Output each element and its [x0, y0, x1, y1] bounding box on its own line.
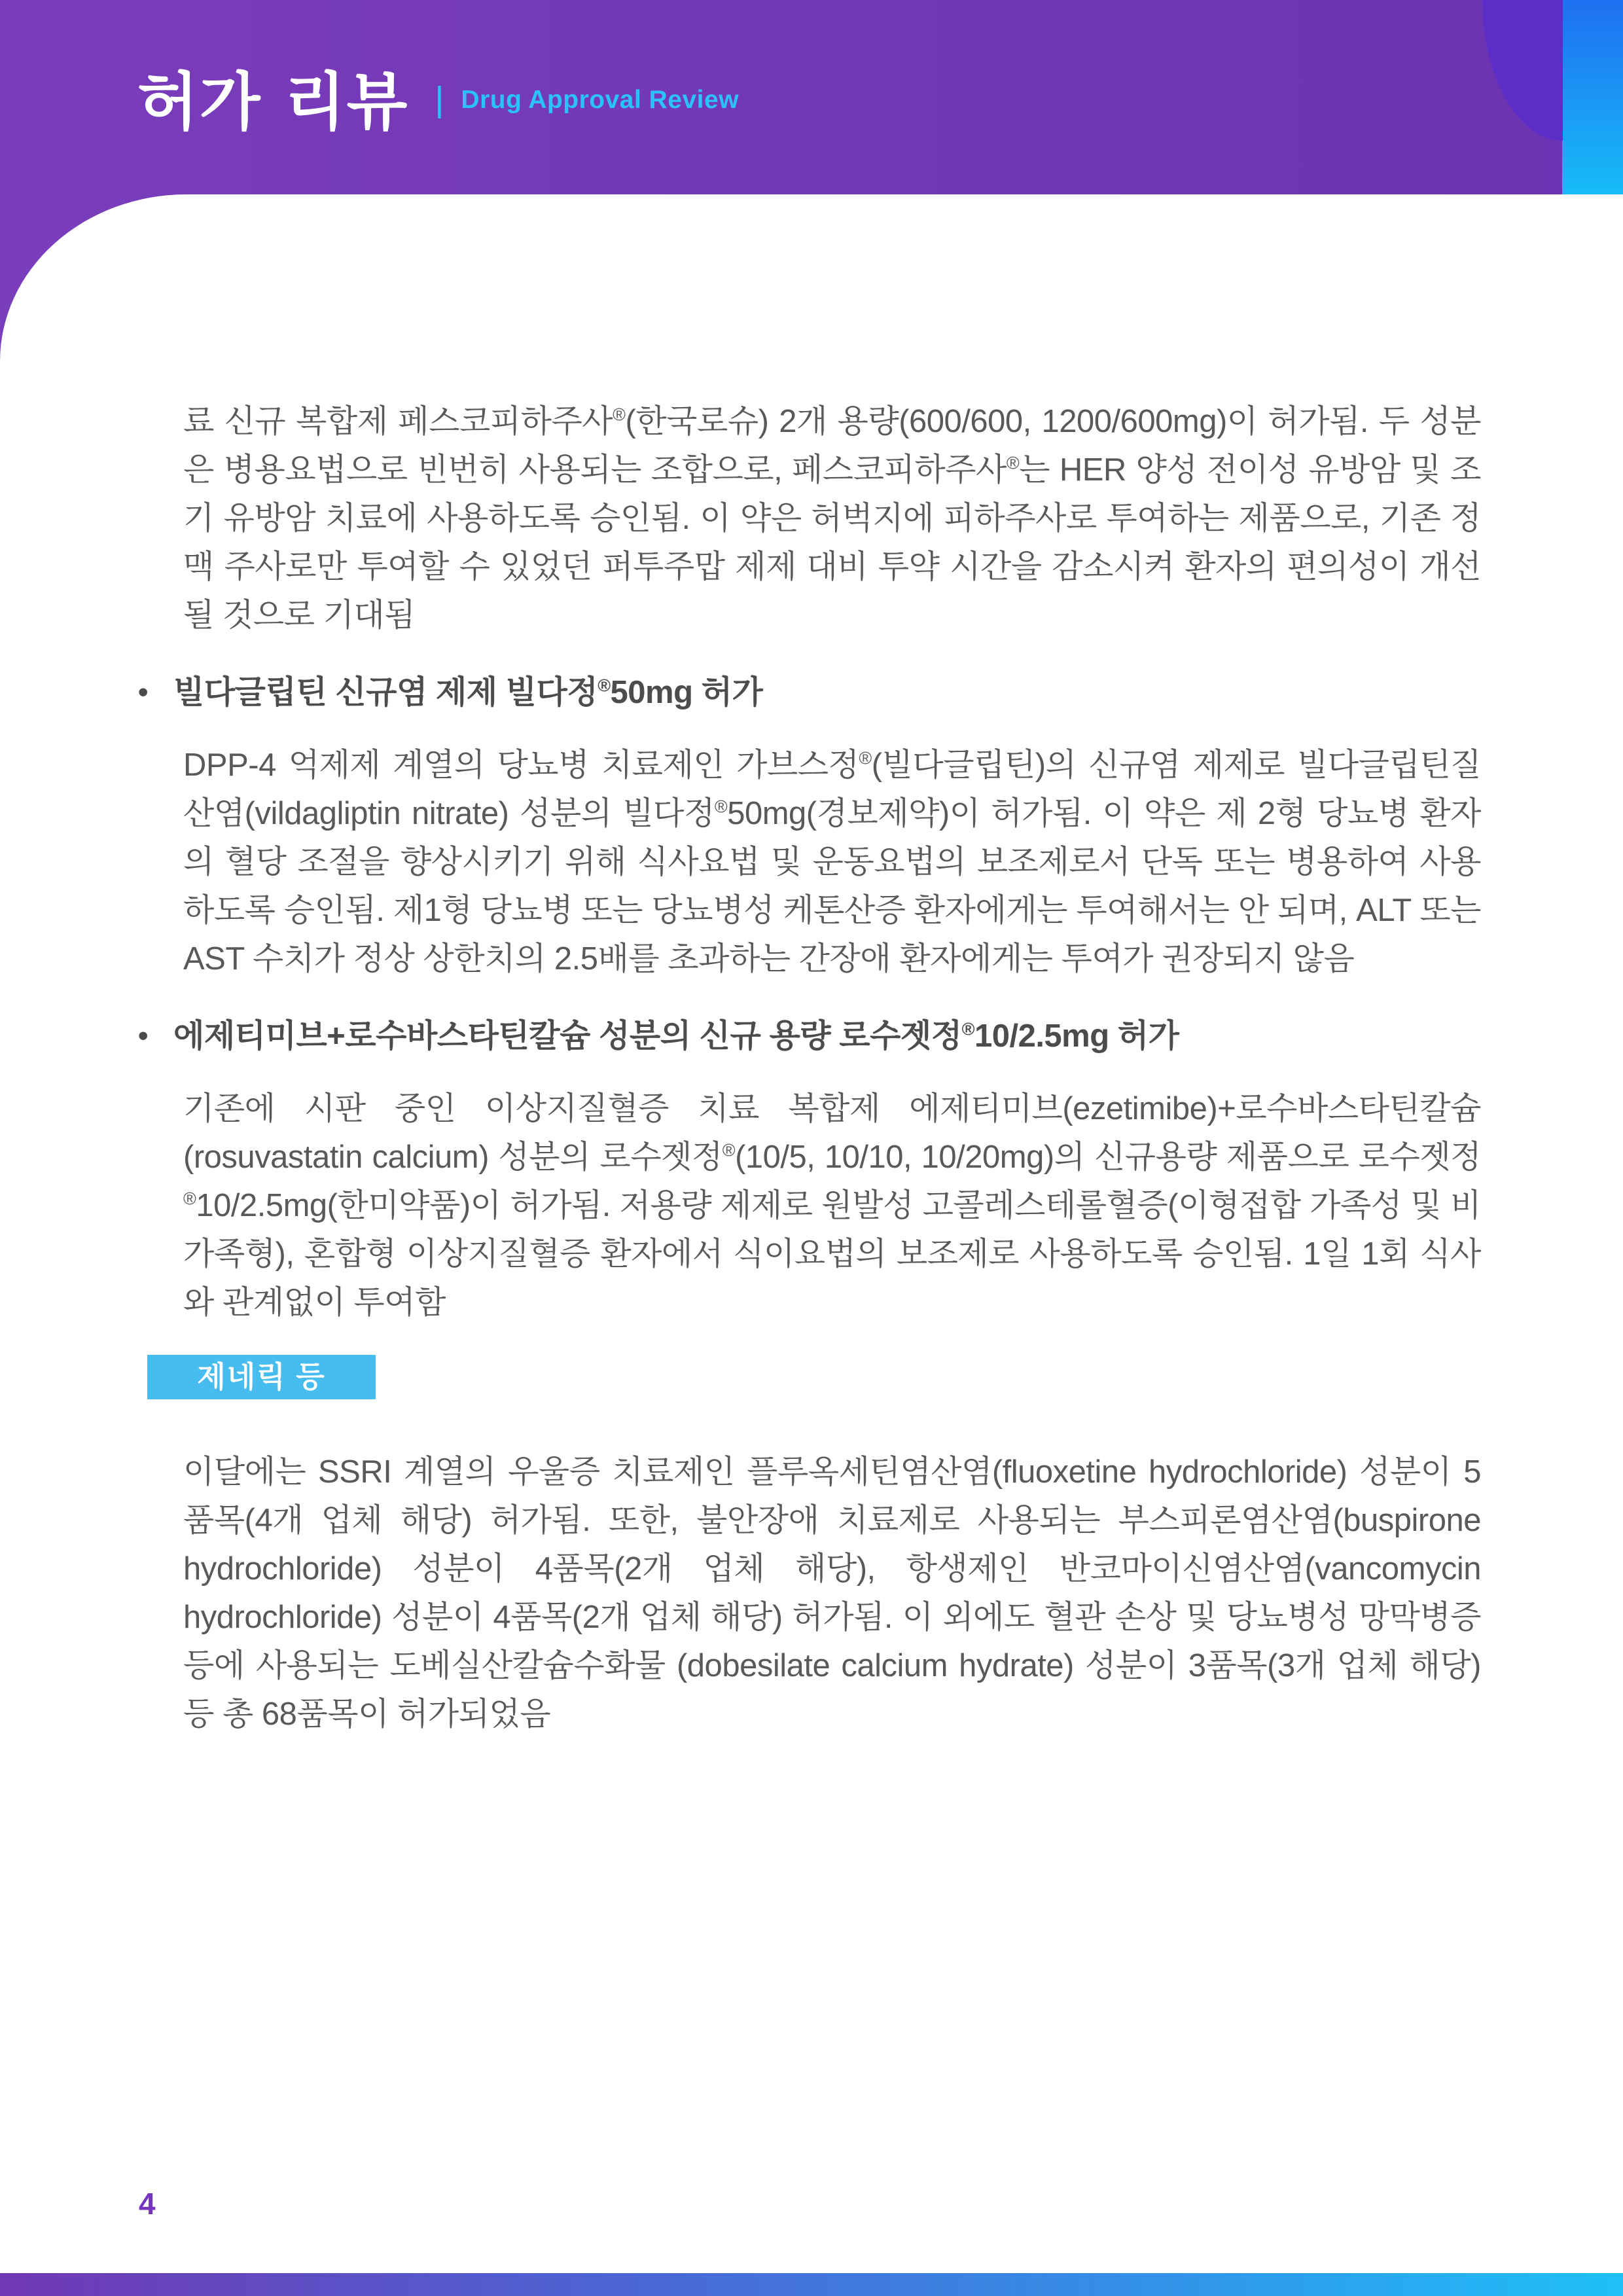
- header-title-row: [137, 0, 739, 194]
- blue-strip-decoration: [1562, 0, 1623, 194]
- page-subtitle: Drug Approval Review: [461, 85, 740, 114]
- bullet-item-rosuzet: [138, 1012, 1481, 1327]
- intro-paragraph: 료 신규 복합제 페스코피하주사®(한국로슈) 2개 용량(600/600, 1200/600mg)이 허가됨. 두 성분은 병용요법으로 빈번히 사용되는 조합으로, 페스코피하주사®는 HER 양성 전이성 유방암 및 조기 유방암 치료에 사용하도록 승인됨. 이 약은 허벅지에 피하주사로 투여하는 제품으로, 기존 정맥 주사로만 투여할 수 있었던 퍼투주맙 제제 대비 투약 시간을 감소시켜 환자의 편의성이 개선될 것으로 기대됨: [183, 404, 1481, 633]
- bullet-heading-text: 빌다글립틴 신규염 제제 빌다정®50mg 허가: [173, 675, 763, 710]
- generic-summary-paragraph: 이달에는 SSRI 계열의 우울증 치료제인 플루옥세틴염산염(fluoxetine hydrochloride) 성분이 5품목(4개 업체 해당) 허가됨. 또한, 불안장애 치료제로 사용되는 부스피론염산염(buspirone hydrochloride) 성분이 4품목(2개 업체 해당), 항생제인 반코마이신염산염(vancomycin hydrochloride) 성분이 4품목(2개 업체 해당) 허가됨. 이 외에도 혈관 손상 및 당뇨병성 망막병증 등에 사용되는 도베실산칼슘수화물 (dobesilate calcium hydrate) 성분이 3품목(3개 업체 해당) 등 총 68품목이 허가되었음: [183, 1454, 1481, 1732]
- indigo-arc-decoration: [1482, 0, 1563, 141]
- article-body: [138, 397, 1481, 1738]
- header-corner-decoration: [1482, 0, 1623, 194]
- bullet-heading-vildagliptin: [138, 668, 1481, 717]
- bullet-icon: •: [138, 1020, 148, 1052]
- title-divider: |: [435, 79, 444, 119]
- bullet-icon: •: [138, 676, 148, 708]
- page-title: 허가 리뷰: [137, 65, 409, 139]
- bullet-body-vildagliptin: DPP-4 억제제 계열의 당뇨병 치료제인 가브스정®(빌다글립틴)의 신규염 제제로 빌다글립틴질산염(vildagliptin nitrate) 성분의 빌다정®50mg(경보제약)이 허가됨. 이 약은 제 2형 당뇨병 환자의 혈당 조절을 향상시키기 위해 식사요법 및 운동요법의 보조제로서 단독 또는 병용하여 사용하도록 승인됨. 제1형 당뇨병 또는 당뇨병성 케톤산증 환자에게는 투여해서는 안 되며, ALT 또는 AST 수치가 정상 상한치의 2.5배를 초과하는 간장애 환자에게는 투여가 권장되지 않음: [183, 747, 1481, 977]
- bullet-heading-text: 에제티미브+로수바스타틴칼슘 성분의 신규 용량 로수젯정®10/2.5mg 허가: [173, 1018, 1179, 1054]
- bullet-body-rosuzet: 기존에 시판 중인 이상지질혈증 치료 복합제 에제티미브(ezetimibe)+로수바스타틴칼슘(rosuvastatin calcium) 성분의 로수젯정®(10/5, 10/10, 10/20mg)의 신규용량 제품으로 로수젯정®10/2.5mg(한미약품)이 허가됨. 저용량 제제로 원발성 고콜레스테롤혈증(이형접합 가족성 및 비가족형), 혼합형 이상지질혈증 환자에서 식이요법의 보조제로 사용하도록 승인됨. 1일 1회 식사와 관계없이 투여함: [183, 1091, 1481, 1320]
- bullet-heading-rosuzet: [138, 1012, 1481, 1060]
- bullet-item-vildagliptin: [138, 668, 1481, 983]
- page-number: 4: [139, 2187, 156, 2221]
- section-label-generic: 제네릭 등: [147, 1355, 376, 1399]
- footer-band: [0, 2273, 1623, 2296]
